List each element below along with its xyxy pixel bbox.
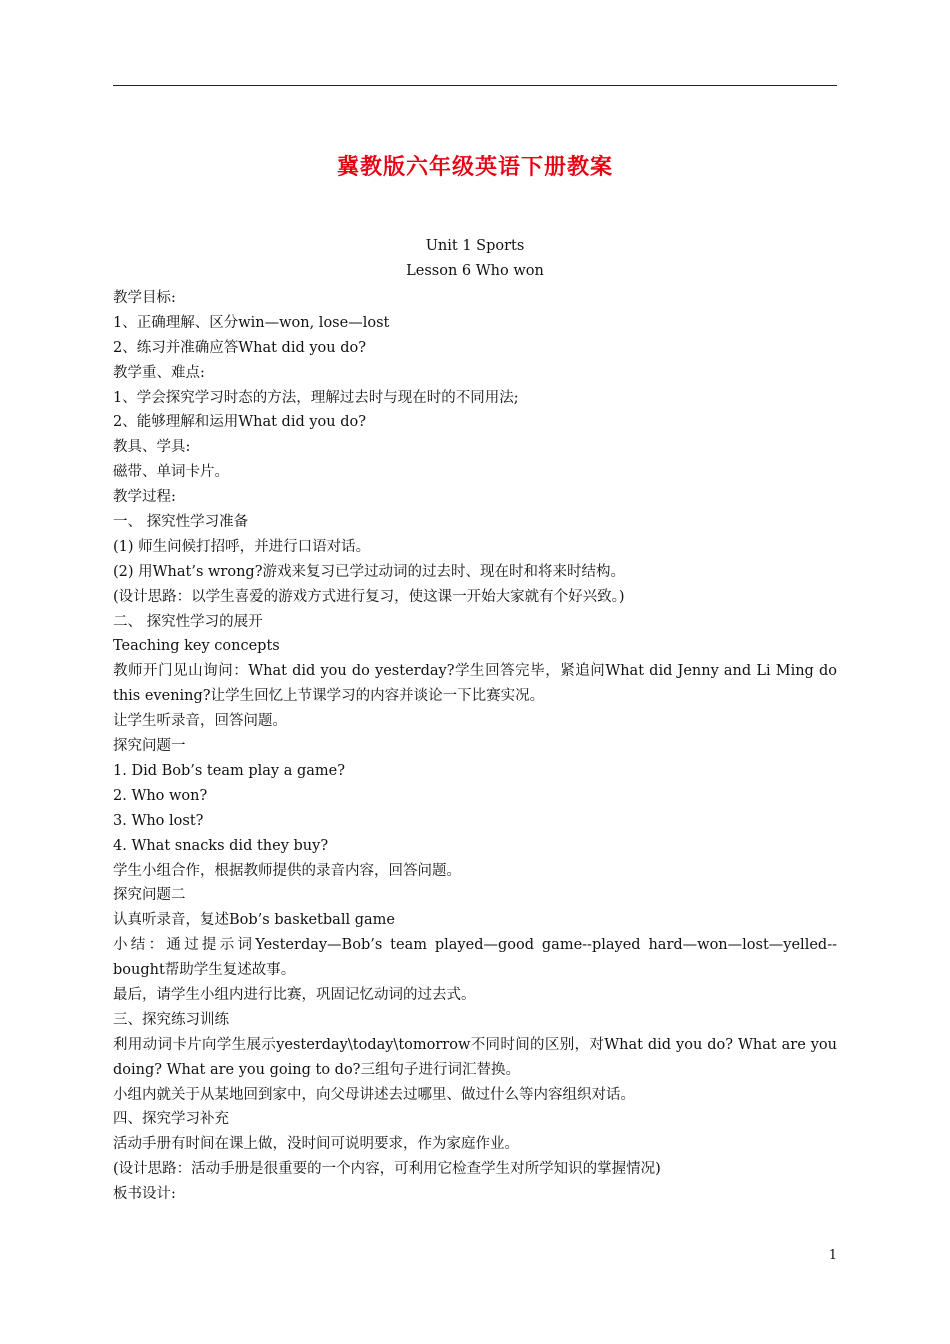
body-line: 教学目标: bbox=[113, 290, 176, 306]
body-line: 小组内就关于从某地回到家中，向父母讲述去过哪里、做过什么等内容组织对话。 bbox=[113, 1086, 635, 1103]
body-paragraph: 利用动词卡片向学生展示yesterday\today\tomorrow不同时间的区别，对What did you do? What are you doing? What are you going to do?三组句子进行词汇替换。 bbox=[113, 1036, 837, 1078]
body-line: 探究问题二 bbox=[113, 887, 186, 904]
section-heading: 三、探究练习训练 bbox=[113, 1011, 229, 1028]
lesson-heading: Lesson 6 Who won bbox=[406, 263, 544, 279]
body-line: 教学重、难点: bbox=[113, 364, 205, 381]
question-item: 1. Did Bob’s team play a game? bbox=[113, 762, 345, 779]
body-line: 1、学会探究学习时态的方法，理解过去时与现在时的不同用法; bbox=[113, 389, 519, 406]
body-line: 认真听录音，复述Bob’s basketball game bbox=[113, 912, 395, 929]
body-line: (设计思路：以学生喜爱的游戏方式进行复习，使这课一开始大家就有个好兴致。) bbox=[113, 588, 625, 605]
document-title: 冀教版六年级英语下册教案 bbox=[336, 155, 613, 180]
body-paragraph: 小结：通过提示词Yesterday—Bob’s team played—good game--played hard—won—lost—yelled--bought帮助学生复述故事。 bbox=[113, 937, 837, 979]
body-line: 活动手册有时间在课上做，没时间可说明要求，作为家庭作业。 bbox=[113, 1136, 519, 1153]
body-paragraph: 教师开门见山询问：What did you do yesterday?学生回答完毕，紧追问What did Jenny and Li Ming do this evening?让学生回忆上节课学习的内容并谈论一下比赛实况。 bbox=[113, 663, 837, 705]
body-line: Teaching key concepts bbox=[113, 638, 280, 655]
question-item: 2. Who won? bbox=[113, 787, 208, 804]
body-line: 2、能够理解和运用What did you do? bbox=[113, 414, 367, 431]
body-line: 板书设计: bbox=[113, 1186, 176, 1203]
body-line: 学生小组合作，根据教师提供的录音内容，回答问题。 bbox=[113, 862, 461, 879]
section-heading: 四、探究学习补充 bbox=[113, 1111, 229, 1128]
question-item: 3. Who lost? bbox=[113, 812, 204, 829]
body-line: 教具、学具: bbox=[113, 439, 191, 456]
question-item: 4. What snacks did they buy? bbox=[113, 837, 329, 854]
unit-heading: Unit 1 Sports bbox=[425, 238, 525, 254]
body-line: 教学过程: bbox=[113, 489, 176, 506]
body-line: (设计思路：活动手册是很重要的一个内容，可利用它检查学生对所学知识的掌握情况) bbox=[113, 1161, 661, 1178]
page-number: 1 bbox=[828, 1248, 837, 1263]
document-body bbox=[113, 286, 837, 1207]
body-line: (2) 用What’s wrong?游戏来复习已学过动词的过去时、现在时和将来时结构。 bbox=[113, 563, 625, 580]
section-heading: 二、 探究性学习的展开 bbox=[113, 613, 263, 630]
body-line: (1) 师生问候打招呼，并进行口语对话。 bbox=[113, 538, 371, 555]
section-heading: 一、 探究性学习准备 bbox=[113, 514, 249, 531]
body-line: 让学生听录音，回答问题。 bbox=[113, 713, 287, 730]
body-line: 2、练习并准确应答What did you do? bbox=[113, 339, 367, 356]
body-line: 探究问题一 bbox=[113, 738, 186, 755]
body-line: 磁带、单词卡片。 bbox=[113, 464, 229, 481]
body-line: 1、正确理解、区分win—won, lose—lost bbox=[113, 314, 390, 331]
header-rule bbox=[113, 85, 837, 86]
body-line: 最后，请学生小组内进行比赛，巩固记忆动词的过去式。 bbox=[113, 986, 476, 1003]
